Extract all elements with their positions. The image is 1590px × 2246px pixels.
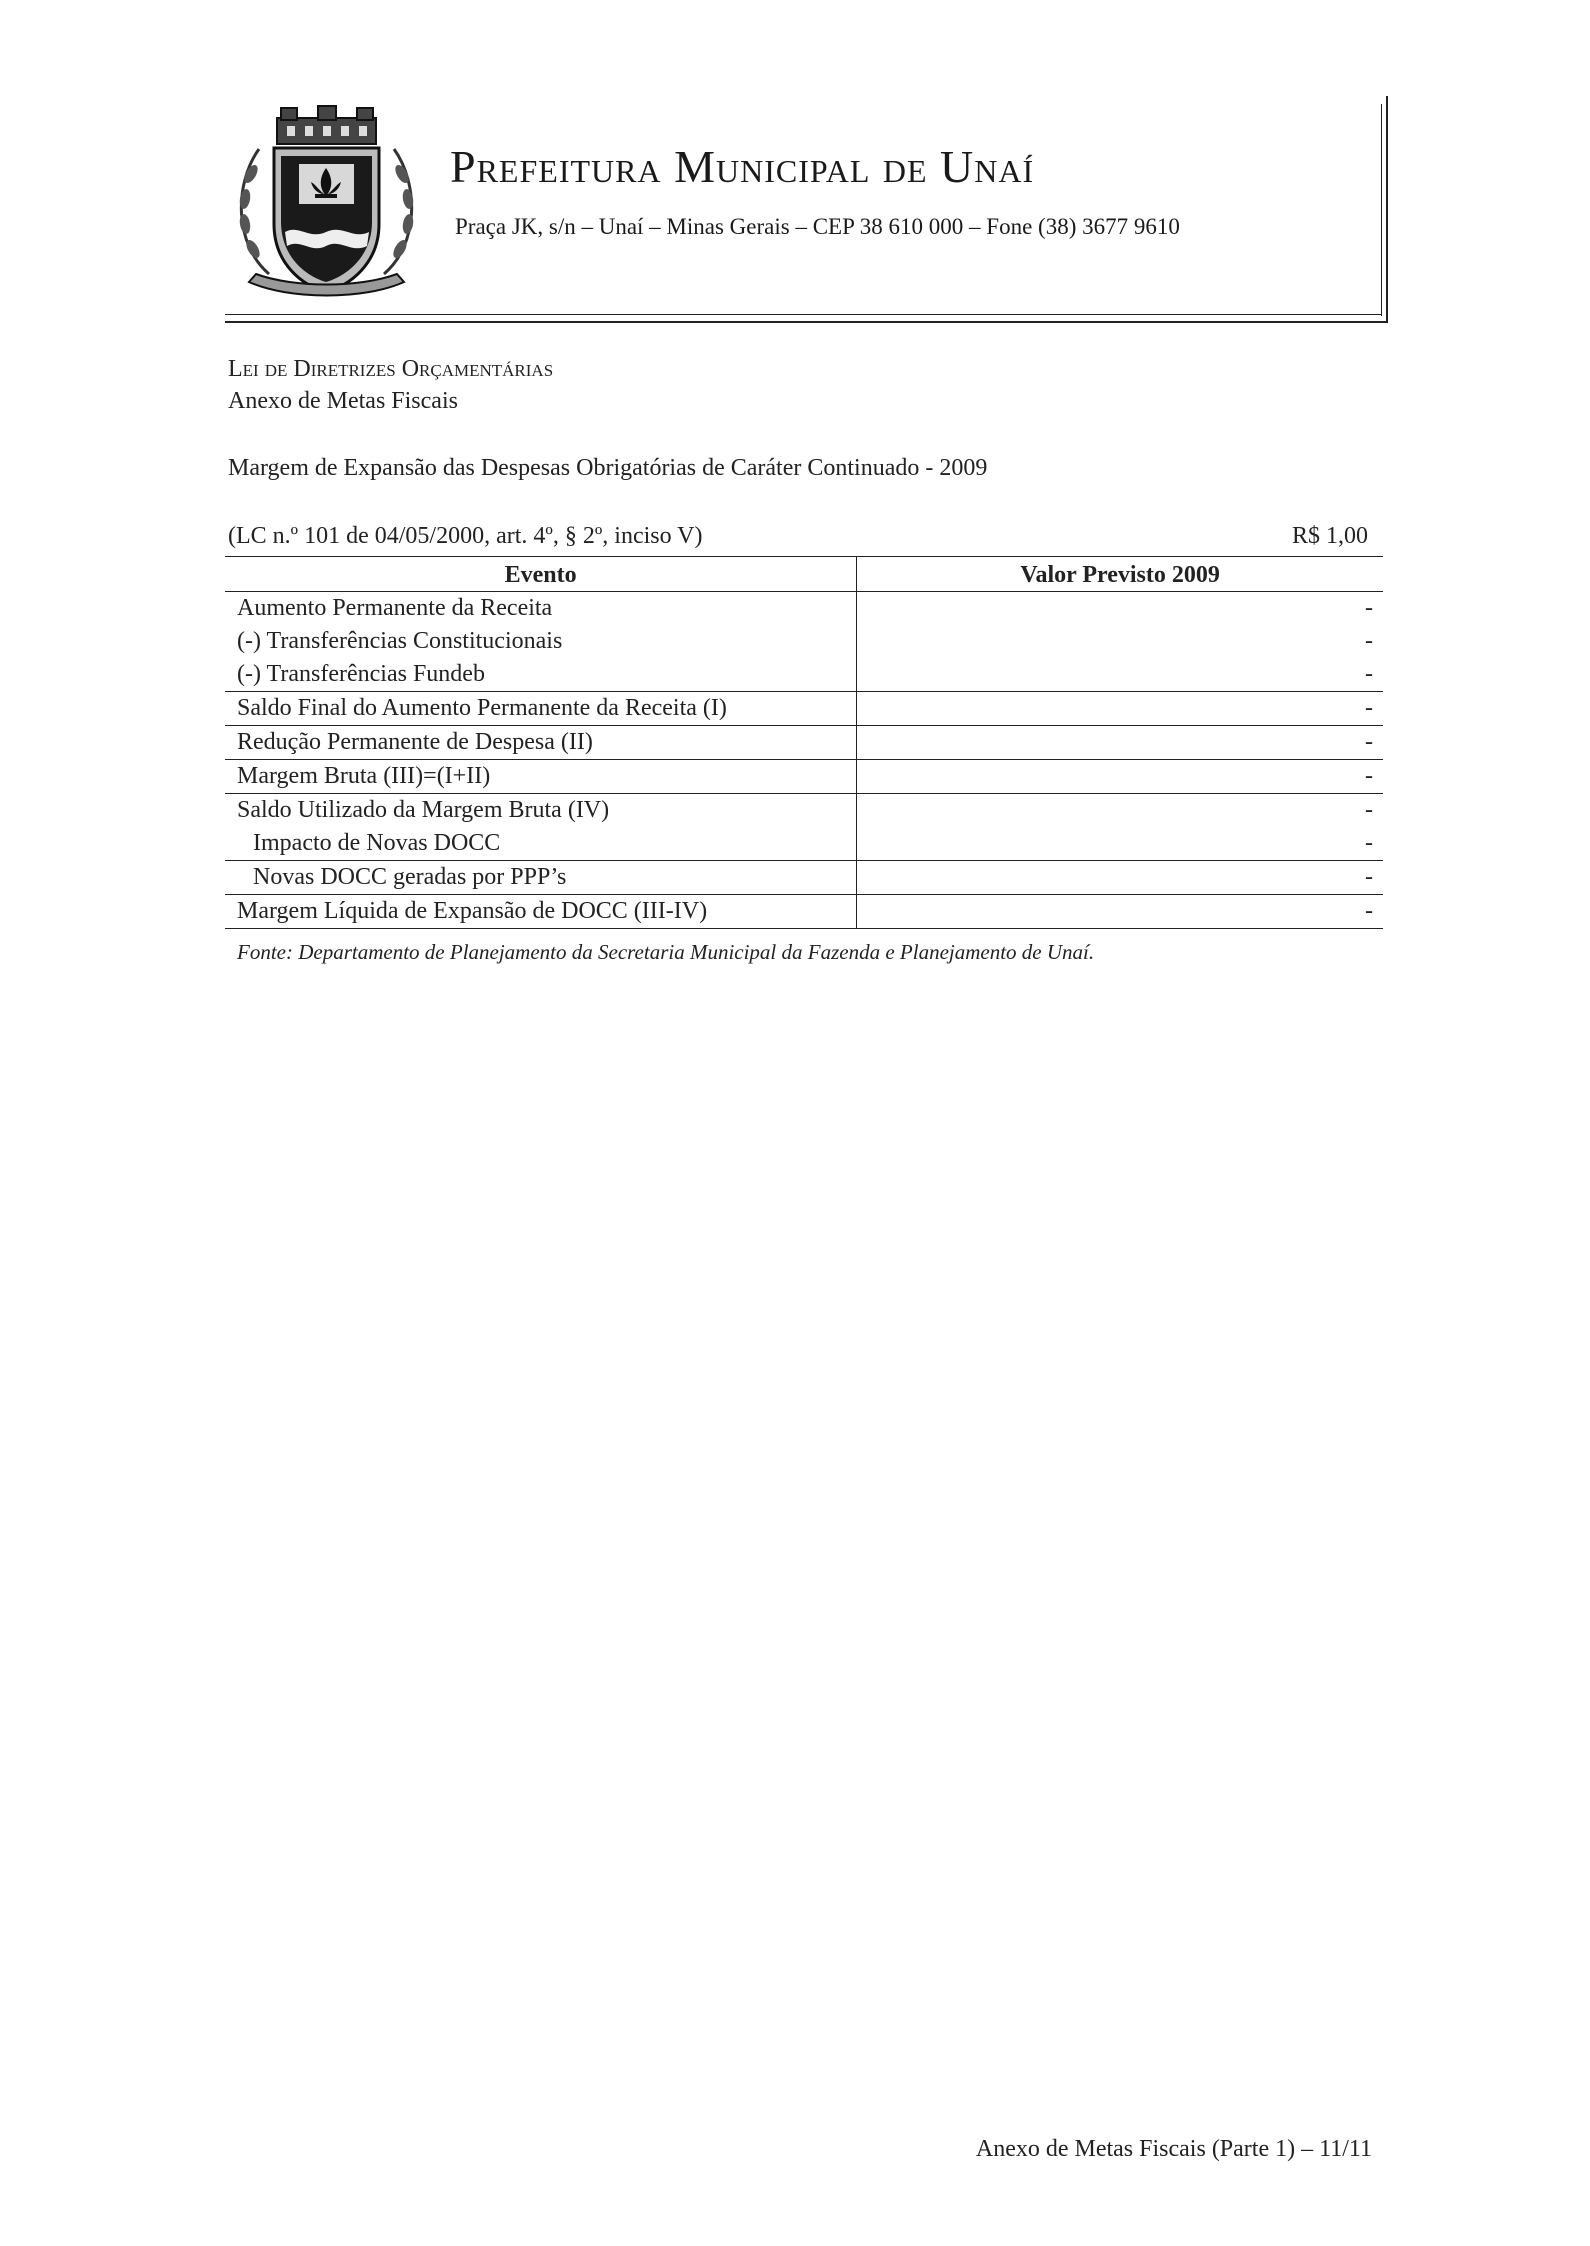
- table-row: [225, 794, 1383, 828]
- currency-unit: R$ 1,00: [1291, 523, 1368, 549]
- border-line: [1381, 104, 1382, 316]
- value-cell: -: [857, 895, 1383, 929]
- organization-name: Prefeitura Municipal de Unaí: [450, 141, 1035, 192]
- border-line: [225, 321, 1388, 323]
- table-row: [225, 895, 1383, 929]
- value-cell: -: [857, 726, 1383, 760]
- event-cell: Redução Permanente de Despesa (II): [225, 726, 857, 760]
- table-row: [225, 760, 1383, 794]
- document-subtype: Anexo de Metas Fiscais: [228, 388, 458, 414]
- value-cell: -: [1365, 595, 1373, 621]
- event-cell: Margem Bruta (III)=(I+II): [225, 760, 857, 794]
- source-note: Fonte: Departamento de Planejamento da Secretaria Municipal da Fazenda e Planejamento de Unaí.: [237, 940, 1095, 964]
- event-cell: (-) Transferências Fundeb: [225, 658, 857, 692]
- municipal-coat-of-arms-icon: [229, 104, 424, 302]
- value-cell: -: [1365, 797, 1373, 823]
- value-cell: -: [857, 760, 1383, 794]
- organization-address: Praça JK, s/n – Unaí – Minas Gerais – CEP 38 610 000 – Fone (38) 3677 9610: [455, 214, 1180, 239]
- event-cell: Impacto de Novas DOCC: [225, 827, 857, 861]
- value-cell: -: [857, 861, 1383, 895]
- column-header-value: Valor Previsto 2009: [857, 557, 1383, 592]
- value-cell: -: [857, 827, 1383, 861]
- table-row: [225, 658, 1383, 692]
- column-header-event: Evento: [225, 557, 857, 592]
- table-row: [225, 827, 1383, 861]
- value-cell: -: [1365, 628, 1373, 654]
- table-row: [225, 592, 1383, 626]
- table-title: Margem de Expansão das Despesas Obrigatórias de Caráter Continuado - 2009: [228, 455, 988, 481]
- letterhead: [225, 96, 1388, 321]
- table-row: [225, 625, 1383, 658]
- value-cell: -: [857, 658, 1383, 692]
- event-cell: Novas DOCC geradas por PPP’s: [225, 861, 857, 895]
- table-row: [225, 692, 1383, 726]
- document-type: Lei de Diretrizes Orçamentárias: [228, 356, 554, 382]
- legal-reference: (LC n.º 101 de 04/05/2000, art. 4º, § 2º, inciso V): [228, 523, 703, 549]
- fiscal-goals-table: [225, 556, 1383, 929]
- event-cell: Margem Líquida de Expansão de DOCC (III-IV): [225, 895, 857, 929]
- table-header-row: [225, 557, 1383, 592]
- table-row: [225, 726, 1383, 760]
- event-cell: (-) Transferências Constitucionais: [225, 625, 857, 658]
- table-row: [225, 861, 1383, 895]
- event-cell: Saldo Utilizado da Margem Bruta (IV): [225, 794, 857, 828]
- page-footer: Anexo de Metas Fiscais (Parte 1) – 11/11: [975, 2136, 1372, 2162]
- border-line: [1386, 96, 1388, 323]
- border-line: [225, 314, 1382, 315]
- value-cell: -: [857, 692, 1383, 726]
- event-cell: Aumento Permanente da Receita: [225, 592, 857, 626]
- event-cell: Saldo Final do Aumento Permanente da Receita (I): [225, 692, 857, 726]
